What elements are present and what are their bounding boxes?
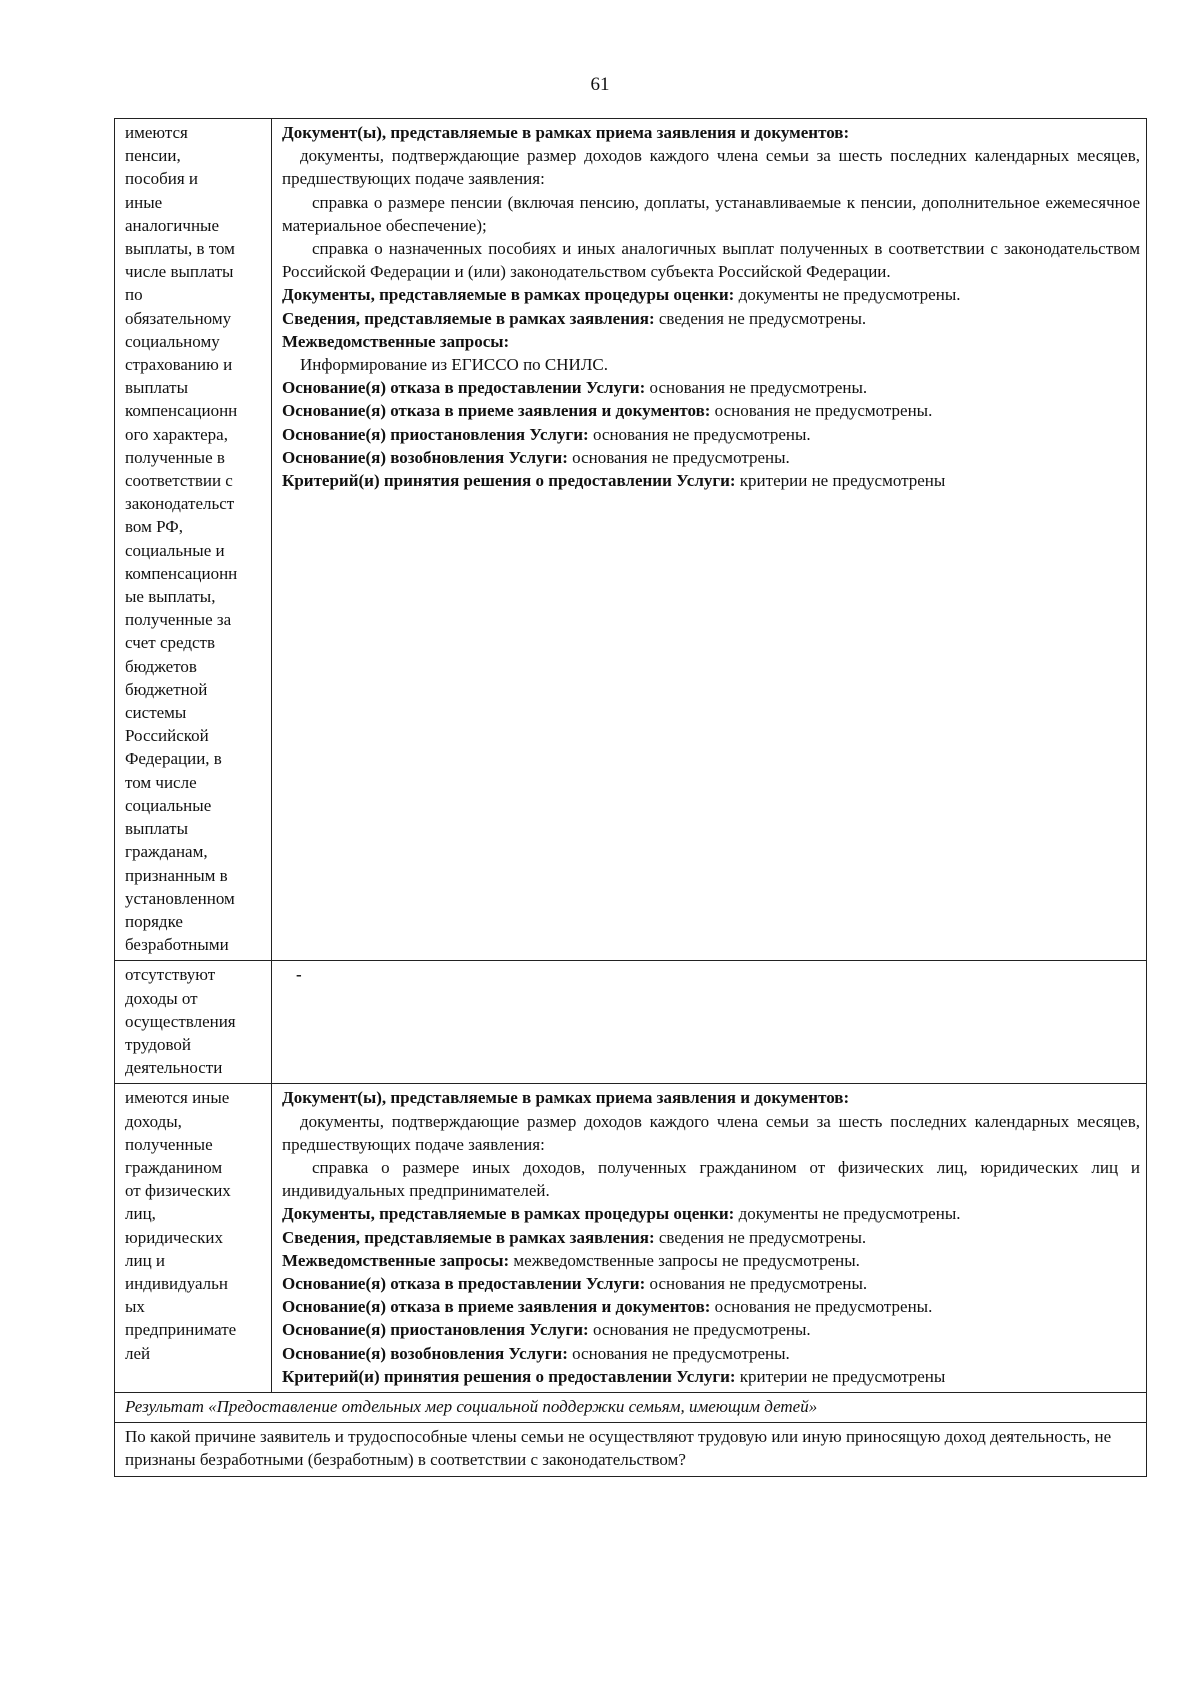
condition-line: выплаты <box>125 819 188 839</box>
condition-line: обязательному <box>125 308 232 328</box>
page-number: 61 <box>590 74 610 95</box>
condition-line: вом РФ, <box>125 517 183 537</box>
condition-line: социальные <box>125 795 212 815</box>
refusal-service-value: основания не предусмотрены. <box>649 1273 868 1293</box>
question-row <box>115 1423 1147 1476</box>
condition-line: гражданином <box>125 1157 223 1177</box>
resume-label: Основание(я) возобновления Услуги: <box>282 1343 568 1363</box>
condition-line: бюджетов <box>125 656 197 676</box>
docs-item: справка о назначенных пособиях и иных аналогичных выплат полученных в соответствии с законодательством Российской Федерации и (или) законодательством субъекта Российской Федерации. <box>282 239 1140 282</box>
docs-intro: документы, подтверждающие размер доходов каждого члена семьи за шесть последних календарных месяцев, предшествующих подаче заявления: <box>282 1111 1140 1154</box>
criteria-value: критерии не предусмотрены <box>739 1366 946 1386</box>
condition-cell <box>115 1084 272 1393</box>
condition-line: ого характера, <box>125 424 228 444</box>
condition-line: Российской <box>125 726 209 746</box>
condition-line: том числе <box>125 772 197 792</box>
condition-line: социальные и <box>125 540 225 560</box>
suspend-value: основания не предусмотрены. <box>592 1320 811 1340</box>
question-text: По какой причине заявитель и трудоспособные члены семьи не осуществляют трудовую или иную приносящую доход деятельность, не признаны безработными (безработным) в соответствии с законодательством? <box>115 1423 1147 1476</box>
resume-value: основания не предусмотрены. <box>572 447 790 467</box>
interagency-label: Межведомственные запросы: <box>282 1250 510 1270</box>
condition-line: полученные в <box>125 447 225 467</box>
info-label: Сведения, представляемые в рамках заявления: <box>282 308 655 328</box>
refusal-accept-value: основания не предусмотрены. <box>714 401 933 421</box>
condition-line: порядке <box>125 911 183 931</box>
condition-line: бюджетной <box>125 679 208 699</box>
refusal-service-value: основания не предусмотрены. <box>649 378 868 398</box>
requirements-cell <box>272 1084 1147 1393</box>
condition-line: доходы от <box>125 988 198 1008</box>
condition-line: компенсационн <box>125 401 238 421</box>
refusal-accept-label: Основание(я) отказа в приеме заявления и документов: <box>282 1297 711 1317</box>
interagency-label: Межведомственные запросы: <box>282 331 510 351</box>
info-value: сведения не предусмотрены. <box>658 308 867 328</box>
condition-line: компенсационн <box>125 563 238 583</box>
result-text: Результат «Предоставление отдельных мер социальной поддержки семьям, имеющим детей» <box>115 1392 1147 1422</box>
result-row <box>115 1392 1147 1422</box>
info-label: Сведения, представляемые в рамках заявления: <box>282 1227 655 1247</box>
condition-line: от физических <box>125 1181 231 1201</box>
condition-cell <box>115 119 272 961</box>
condition-line: иные <box>125 192 163 212</box>
docs-intro: документы, подтверждающие размер доходов каждого члена семьи за шесть последних календарных месяцев, предшествующих подаче заявления: <box>282 146 1140 189</box>
condition-line: счет средств <box>125 633 215 653</box>
refusal-accept-value: основания не предусмотрены. <box>714 1297 933 1317</box>
eval-label: Документы, представляемые в рамках процедуры оценки: <box>282 285 735 305</box>
condition-line: страхованию и <box>125 355 233 375</box>
condition-line: лей <box>125 1343 151 1363</box>
condition-line: деятельности <box>125 1058 223 1078</box>
docs-item: справка о размере иных доходов, полученных гражданином от физических лиц, юридических лиц и индивидуальных предпринимателей. <box>282 1157 1140 1201</box>
condition-line: безработными <box>125 935 229 955</box>
criteria-label: Критерий(и) принятия решения о предоставлении Услуги: <box>282 1366 736 1386</box>
table-row <box>115 119 1147 961</box>
condition-line: имеются <box>125 123 188 142</box>
condition-line: предпринимате <box>125 1320 237 1340</box>
condition-line: индивидуальн <box>125 1273 229 1293</box>
condition-line: выплаты, в том <box>125 239 235 259</box>
requirements-cell <box>272 961 1147 1084</box>
condition-line: лиц и <box>125 1250 166 1270</box>
condition-line: числе выплаты <box>125 262 234 282</box>
condition-line: социальному <box>125 331 220 351</box>
condition-line: имеются иные <box>125 1088 230 1108</box>
requirements-cell <box>272 119 1147 961</box>
condition-line: отсутствуют <box>125 965 216 985</box>
condition-line: юридических <box>125 1227 223 1247</box>
condition-cell <box>115 961 272 1084</box>
resume-label: Основание(я) возобновления Услуги: <box>282 447 568 467</box>
condition-line: Федерации, в <box>125 749 222 769</box>
interagency-value: Информирование из ЕГИССО по СНИЛС. <box>300 355 608 375</box>
condition-line: выплаты <box>125 378 188 398</box>
table-row <box>115 961 1147 1084</box>
condition-line: соответствии с <box>125 471 233 491</box>
suspend-value: основания не предусмотрены. <box>592 424 811 444</box>
condition-line: законодательст <box>125 494 235 514</box>
condition-line: по <box>125 285 143 305</box>
condition-line: лиц, <box>125 1204 156 1224</box>
condition-line: ые выплаты, <box>125 587 216 607</box>
eval-value: документы не предусмотрены. <box>738 1204 961 1224</box>
condition-line: полученные за <box>125 610 232 630</box>
condition-line: установленном <box>125 888 235 908</box>
refusal-service-label: Основание(я) отказа в предоставлении Услуги: <box>282 378 646 398</box>
condition-line: трудовой <box>125 1034 191 1054</box>
condition-line: системы <box>125 703 187 723</box>
condition-line: гражданам, <box>125 842 208 862</box>
criteria-label: Критерий(и) принятия решения о предоставлении Услуги: <box>282 471 736 491</box>
table-row <box>115 1084 1147 1393</box>
interagency-value: межведомственные запросы не предусмотрены. <box>513 1250 860 1270</box>
requirements-table <box>114 118 1147 1477</box>
condition-line: аналогичные <box>125 215 220 235</box>
condition-line: признанным в <box>125 865 228 885</box>
condition-line: пенсии, <box>125 146 181 166</box>
condition-line: доходы, <box>125 1111 182 1131</box>
refusal-service-label: Основание(я) отказа в предоставлении Услуги: <box>282 1273 646 1293</box>
condition-line: полученные <box>125 1134 213 1154</box>
condition-line: ых <box>125 1297 145 1317</box>
docs-heading: Документ(ы), представляемые в рамках приема заявления и документов: <box>282 123 850 142</box>
resume-value: основания не предусмотрены. <box>572 1343 790 1363</box>
suspend-label: Основание(я) приостановления Услуги: <box>282 424 589 444</box>
empty-dash: - <box>296 965 302 985</box>
suspend-label: Основание(я) приостановления Услуги: <box>282 1320 589 1340</box>
docs-heading: Документ(ы), представляемые в рамках приема заявления и документов: <box>282 1088 850 1108</box>
condition-line: пособия и <box>125 169 198 189</box>
eval-value: документы не предусмотрены. <box>738 285 961 305</box>
docs-item: справка о размере пенсии (включая пенсию, доплаты, устанавливаемые к пенсии, дополнительное ежемесячное материальное обеспечение); <box>282 192 1140 235</box>
refusal-accept-label: Основание(я) отказа в приеме заявления и документов: <box>282 401 711 421</box>
criteria-value: критерии не предусмотрены <box>739 471 946 491</box>
info-value: сведения не предусмотрены. <box>658 1227 867 1247</box>
condition-line: осуществления <box>125 1011 236 1031</box>
eval-label: Документы, представляемые в рамках процедуры оценки: <box>282 1204 735 1224</box>
